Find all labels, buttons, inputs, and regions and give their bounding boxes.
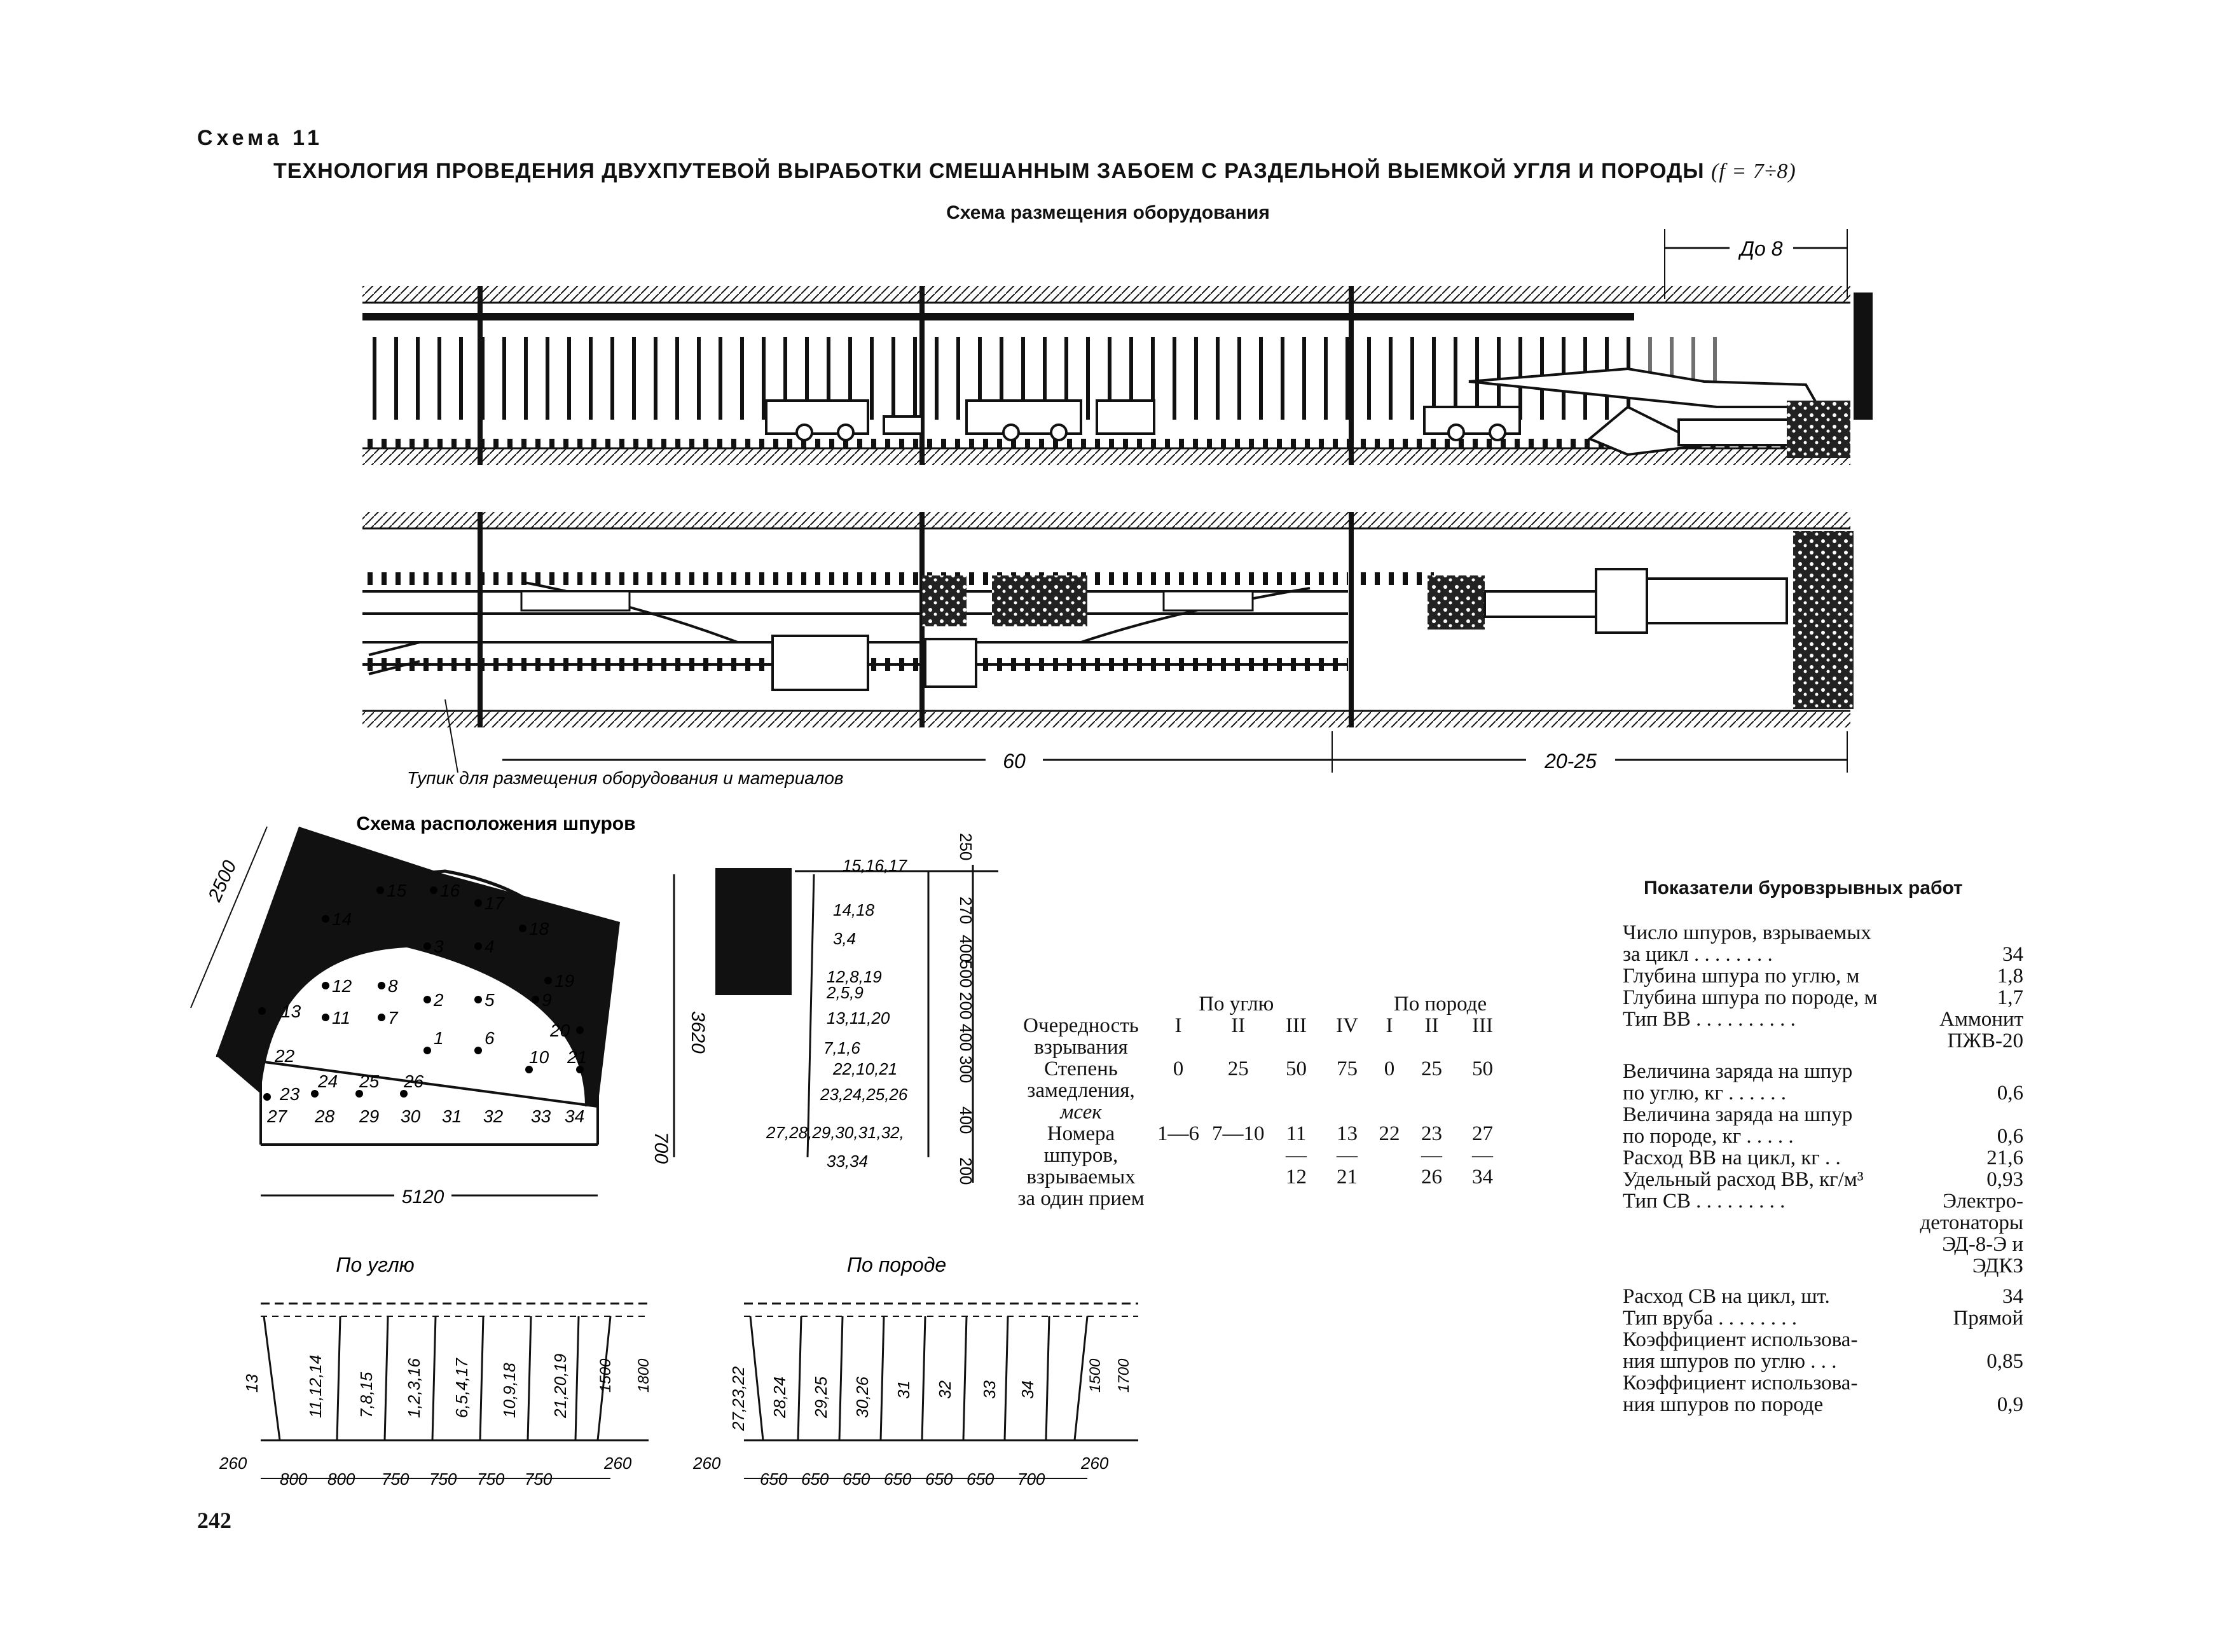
svg-text:260: 260 bbox=[219, 1454, 247, 1473]
coal-profile-title: По углю bbox=[336, 1253, 415, 1276]
hole-18: 18 bbox=[529, 919, 549, 939]
plan-view bbox=[362, 512, 1854, 788]
holes-scheme-title: Схема расположения шпуров bbox=[356, 813, 636, 834]
hole-6: 6 bbox=[485, 1028, 495, 1048]
face-rock bbox=[1793, 531, 1854, 709]
svg-text:300: 300 bbox=[956, 1056, 975, 1084]
svg-text:34: 34 bbox=[1018, 1380, 1037, 1399]
hole-10: 10 bbox=[529, 1047, 549, 1067]
rock-profile-title: По породе bbox=[846, 1253, 947, 1276]
svg-text:33: 33 bbox=[980, 1380, 999, 1399]
hole-16: 16 bbox=[440, 881, 460, 900]
hole-28: 28 bbox=[315, 1106, 335, 1126]
face-coal bbox=[1854, 293, 1873, 420]
title-text: ТЕХНОЛОГИЯ ПРОВЕДЕНИЯ ДВУХПУТЕВОЙ ВЫРАБОТКИ СМЕШАННЫМ ЗАБОЕМ С РАЗДЕЛЬНОЙ ВЫЕМКОЙ УГЛЯ И ПОРОДЫ bbox=[273, 159, 1705, 183]
hole-27: 27 bbox=[267, 1106, 287, 1126]
hole-30: 30 bbox=[401, 1106, 421, 1126]
side-l11: 33,34 bbox=[827, 1152, 869, 1171]
hole-29: 29 bbox=[359, 1106, 380, 1126]
svg-text:30,26: 30,26 bbox=[853, 1376, 872, 1418]
svg-text:13: 13 bbox=[242, 1374, 261, 1393]
indicators-title: Показатели буровзрывных работ bbox=[1644, 878, 1963, 898]
svg-text:400: 400 bbox=[956, 1024, 975, 1052]
side-l9: 23,24,25,26 bbox=[820, 1085, 908, 1104]
svg-text:1500: 1500 bbox=[1087, 1358, 1104, 1393]
svg-text:1500: 1500 bbox=[597, 1358, 614, 1393]
svg-text:650: 650 bbox=[884, 1470, 912, 1489]
hole-34: 34 bbox=[565, 1106, 585, 1126]
svg-text:800: 800 bbox=[327, 1470, 355, 1489]
hole-7: 7 bbox=[388, 1008, 398, 1028]
dim-3620: 3620 bbox=[687, 1011, 708, 1054]
hole-31: 31 bbox=[442, 1106, 462, 1126]
dim-5120: 5120 bbox=[401, 1187, 444, 1208]
hole-20: 20 bbox=[550, 1021, 570, 1040]
side-view bbox=[362, 229, 1873, 465]
svg-text:1,2,3,16: 1,2,3,16 bbox=[404, 1358, 423, 1418]
side-l8: 22,10,21 bbox=[833, 1059, 898, 1078]
dim-2500: 2500 bbox=[204, 857, 241, 905]
svg-text:7,8,15: 7,8,15 bbox=[357, 1372, 376, 1418]
hole-3: 3 bbox=[434, 937, 444, 956]
hole-23: 23 bbox=[280, 1084, 300, 1104]
svg-text:27,23,22: 27,23,22 bbox=[729, 1366, 748, 1431]
blast-order-table: По углю По породе Очередность взрывания I II III IV I II III Степень замедления, мсек 0 25 50 75 0 25 50 Номера шпуров, взрываемых за один прием 1—6 7—10 11— 12 13— 21 22 23— 26 27— 34 bbox=[1011, 993, 1508, 1209]
svg-text:650: 650 bbox=[801, 1470, 829, 1489]
svg-text:260: 260 bbox=[604, 1454, 632, 1473]
page-number: 242 bbox=[197, 1508, 231, 1533]
equipment-subtitle: Схема размещения оборудования bbox=[946, 202, 1270, 223]
scheme-label: Схема 11 bbox=[197, 126, 324, 150]
svg-text:250: 250 bbox=[956, 833, 975, 861]
side-l10: 27,28,29,30,31,32, bbox=[766, 1123, 904, 1142]
plan-car bbox=[773, 636, 868, 690]
side-l6: 13,11,20 bbox=[827, 1008, 890, 1028]
svg-text:32: 32 bbox=[935, 1380, 954, 1399]
holes-scheme bbox=[0, 801, 1017, 1234]
side-l1: 15,16,17 bbox=[843, 856, 907, 875]
dim-20-25: 20-25 bbox=[1545, 750, 1597, 773]
svg-text:1800: 1800 bbox=[635, 1358, 652, 1393]
svg-text:1700: 1700 bbox=[1115, 1358, 1132, 1393]
dim-60: 60 bbox=[1003, 750, 1026, 773]
svg-text:29,25: 29,25 bbox=[811, 1376, 830, 1418]
f-value: (f = 7÷8) bbox=[1711, 160, 1796, 183]
hole-5: 5 bbox=[485, 990, 495, 1010]
svg-text:800: 800 bbox=[280, 1470, 308, 1489]
svg-text:200: 200 bbox=[956, 1157, 975, 1185]
hole-19: 19 bbox=[554, 971, 575, 991]
svg-text:6,5,4,17: 6,5,4,17 bbox=[452, 1358, 471, 1418]
coal-profile bbox=[219, 1253, 652, 1489]
svg-text:500: 500 bbox=[956, 960, 975, 988]
group-rock: По породе bbox=[1393, 993, 1487, 1015]
rock-profile bbox=[692, 1253, 1138, 1489]
svg-text:400: 400 bbox=[956, 935, 975, 963]
dim-700: 700 bbox=[650, 1132, 671, 1164]
deadend-label: Тупик для размещения оборудования и материалов bbox=[407, 768, 844, 788]
svg-text:10,9,18: 10,9,18 bbox=[500, 1363, 519, 1418]
group-coal: По углю bbox=[1199, 993, 1274, 1015]
hole-24: 24 bbox=[318, 1071, 338, 1091]
svg-text:750: 750 bbox=[477, 1470, 505, 1489]
hole-9: 9 bbox=[542, 990, 552, 1010]
svg-text:650: 650 bbox=[967, 1470, 994, 1489]
indicators-table: Число шпуров, взрываемых за цикл . . . . . . . . 34 Глубина шпура по углю, м 1,8 Глубина шпура по породе, м 1,7 Тип ВВ . . . . . . . . . . Аммонит ПЖВ-20 Величина заряда на шпур по углю, кг . . . . . . 0,6 Величина заряда на шпур по породе, кг . . . . . 0,6 Расход ВВ на цикл, кг . . 21,6 Удельный расход ВВ, кг/м³ 0,93 Тип СВ . . . . . . . . . Электро- детонаторы ЭД-8-Э и ЭДКЗ Расход СВ на цикл, шт. 34 Тип вруба . . . . . . . . Прямой Коэффициент использова- ния шпуров по углю . . . 0,85 Коэффициент использова- ния шпуров по породе 0,9 bbox=[1623, 921, 2023, 1416]
equipment-diagram bbox=[0, 0, 2216, 814]
hole-1: 1 bbox=[434, 1028, 444, 1048]
hole-8: 8 bbox=[388, 976, 398, 996]
hole-32: 32 bbox=[483, 1106, 504, 1126]
row-delay-label: Степень замедления, bbox=[1027, 1057, 1135, 1102]
row-delay-unit: мсек bbox=[1060, 1101, 1102, 1124]
side-l4: 12,8,19 bbox=[827, 967, 882, 986]
svg-text:21,20,19: 21,20,19 bbox=[551, 1353, 570, 1418]
svg-text:260: 260 bbox=[693, 1454, 721, 1473]
hole-4: 4 bbox=[485, 937, 495, 956]
row-order-label: Очередность взрывания bbox=[1023, 1014, 1139, 1059]
svg-text:750: 750 bbox=[429, 1470, 457, 1489]
dim-do8: До 8 bbox=[1740, 237, 1783, 260]
hole-12: 12 bbox=[332, 976, 352, 996]
hole-22: 22 bbox=[275, 1046, 295, 1066]
side-l7: 7,1,6 bbox=[823, 1038, 860, 1057]
svg-text:28,24: 28,24 bbox=[770, 1376, 789, 1418]
hole-11: 11 bbox=[332, 1008, 351, 1028]
svg-text:11,12,14: 11,12,14 bbox=[306, 1354, 325, 1418]
svg-text:750: 750 bbox=[525, 1470, 553, 1489]
svg-text:650: 650 bbox=[843, 1470, 871, 1489]
hole-15: 15 bbox=[387, 881, 407, 900]
side-l3: 3,4 bbox=[833, 929, 857, 948]
svg-text:650: 650 bbox=[925, 1470, 953, 1489]
hole-14: 14 bbox=[332, 909, 352, 929]
side-l2: 14,18 bbox=[833, 900, 875, 919]
hole-profiles bbox=[191, 1246, 1183, 1501]
hole-2: 2 bbox=[434, 990, 444, 1010]
svg-text:270: 270 bbox=[956, 897, 975, 925]
svg-text:750: 750 bbox=[382, 1470, 409, 1489]
svg-text:700: 700 bbox=[1017, 1470, 1045, 1489]
hole-13: 13 bbox=[281, 1002, 301, 1021]
svg-text:260: 260 bbox=[1081, 1454, 1109, 1473]
side-profile bbox=[715, 833, 998, 1185]
hole-26: 26 bbox=[404, 1071, 424, 1091]
svg-text:650: 650 bbox=[760, 1470, 788, 1489]
svg-text:31: 31 bbox=[894, 1380, 913, 1399]
hole-33: 33 bbox=[531, 1106, 551, 1126]
svg-text:400: 400 bbox=[956, 1106, 975, 1134]
rock-pile bbox=[1787, 401, 1850, 458]
hole-25: 25 bbox=[359, 1071, 380, 1091]
hole-21: 21 bbox=[567, 1047, 588, 1067]
row-holes-label: Номера шпуров, взрываемых за один прием bbox=[1017, 1122, 1145, 1210]
svg-text:200: 200 bbox=[956, 992, 975, 1020]
side-l5: 2,5,9 bbox=[827, 983, 864, 1002]
hole-17: 17 bbox=[485, 893, 505, 913]
